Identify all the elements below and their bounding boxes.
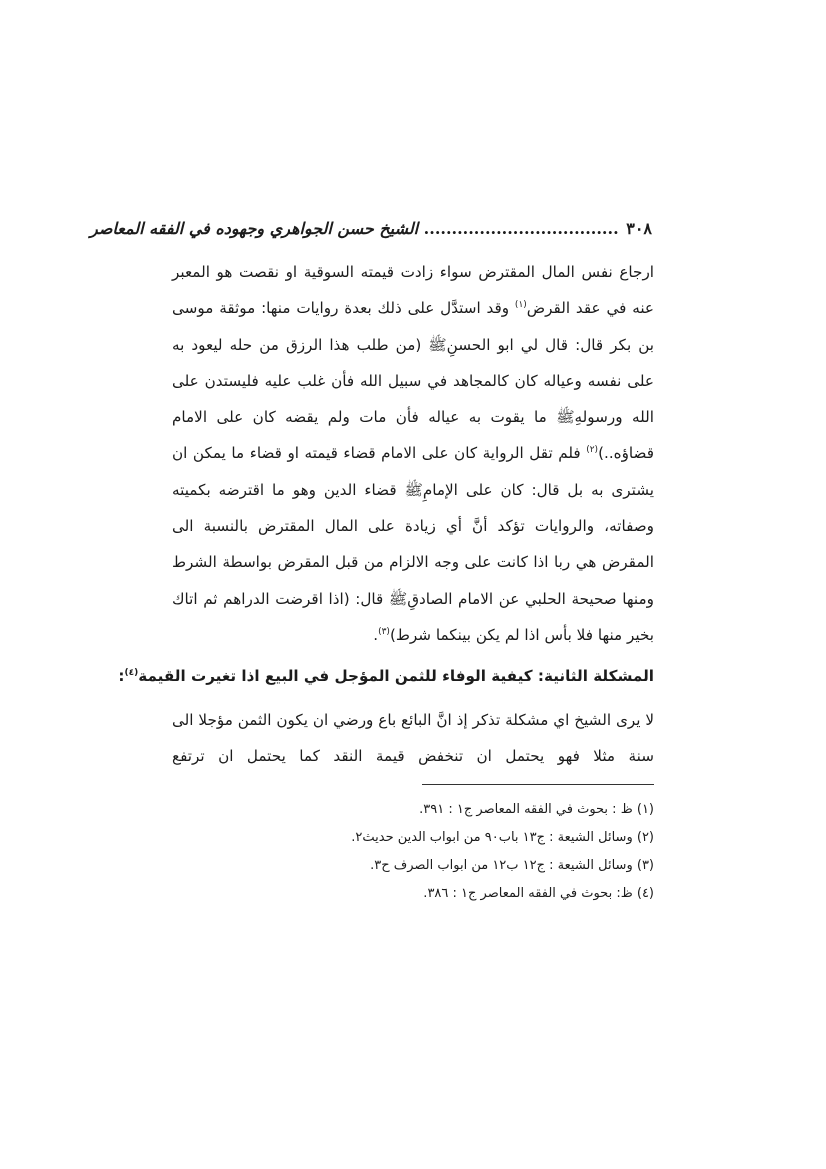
footnote-ref-2: (٢) bbox=[586, 445, 599, 456]
section-heading-text: المشكلة الثانية: كيفية الوفاء للثمن المؤجل في البيع اذا تغيرت القيمة bbox=[138, 667, 654, 685]
section-text bbox=[172, 702, 654, 774]
footnote-ref-4: (٤) bbox=[124, 667, 139, 678]
footnotes bbox=[172, 796, 654, 908]
footnote-divider bbox=[422, 784, 654, 785]
paragraph-text: وقد استدَّل على ذلك بعدة روايات منها: موثقة موسى بن بكر قال: قال لي ابو الحسنِﷺ (من طلب هذا الرزق من حله ليعود به على نفسه وعياله كان كالمجاهد في سبيل الله فأن غلب عليه فليستدن على الله ورسولهِﷺ ما يقوت به عياله فأن مات ولم يقضه كان على الامام قضاؤه..) bbox=[172, 299, 654, 463]
footnote-4: (٤) ظ: بحوث في الفقه المعاصر ج١ : ٣٨٦. bbox=[423, 886, 654, 901]
running-header bbox=[90, 219, 652, 245]
header-dot-leader: ................................... bbox=[423, 219, 619, 238]
paragraph-text: ارجاع نفس المال المقترض سواء زادت قيمته السوقية او نقصت هو المعبر عنه في عقد القرض bbox=[172, 263, 654, 318]
paragraph-end: . bbox=[373, 625, 379, 644]
footnote-2: (٢) وسائل الشيعة : ج١٣ باب٩٠ من ابواب الدين حديث٢. bbox=[351, 830, 654, 845]
heading-colon: : bbox=[118, 667, 125, 685]
footnote-3: (٣) وسائل الشيعة : ج١٢ ب١٢ من ابواب الصرف ح٣. bbox=[370, 858, 654, 873]
running-title: الشيخ حسن الجواهري وجهوده في الفقه المعاصر bbox=[90, 219, 419, 238]
footnote-1: (١) ظ : بحوث في الفقه المعاصر ج١ : ٣٩١. bbox=[419, 802, 654, 817]
footnote-ref-3: (٣) bbox=[378, 626, 390, 637]
page-number: ٣٠٨ bbox=[626, 219, 652, 238]
paragraph-text: لا يرى الشيخ اي مشكلة تذكر إذ انَّ البائع باع ورضي ان يكون الثمن مؤجلا الى سنة مثلا فهو يحتمل ان تنخفض قيمة النقد كما يحتمل ان ترتفع bbox=[172, 711, 654, 765]
main-text bbox=[172, 254, 654, 653]
paragraph-text: فلم تقل الرواية كان على الامام قضاء قيمته او قضاء ما يمكن ان يشترى به بل قال: كان على الإمامِﷺ قضاء الدين وهو ما اقترضه بكميته وصفاته، والروايات تؤكد أنَّ أي زيادة على المال المقترض بالنسبة الى المقرض هي ربا اذا كانت على وجه الالزام من قبل المقرض بواسطة الشرط ومنها صحيحة الحلبي عن الامام الصادقِﷺ قال: (اذا اقرضت الدراهم ثم اتاك بخير منها فلا بأس اذا لم يكن بينكما شرط) bbox=[172, 444, 654, 644]
footnote-ref-1: (١) bbox=[514, 300, 527, 311]
section-heading bbox=[118, 660, 654, 692]
paragraph bbox=[172, 254, 654, 653]
